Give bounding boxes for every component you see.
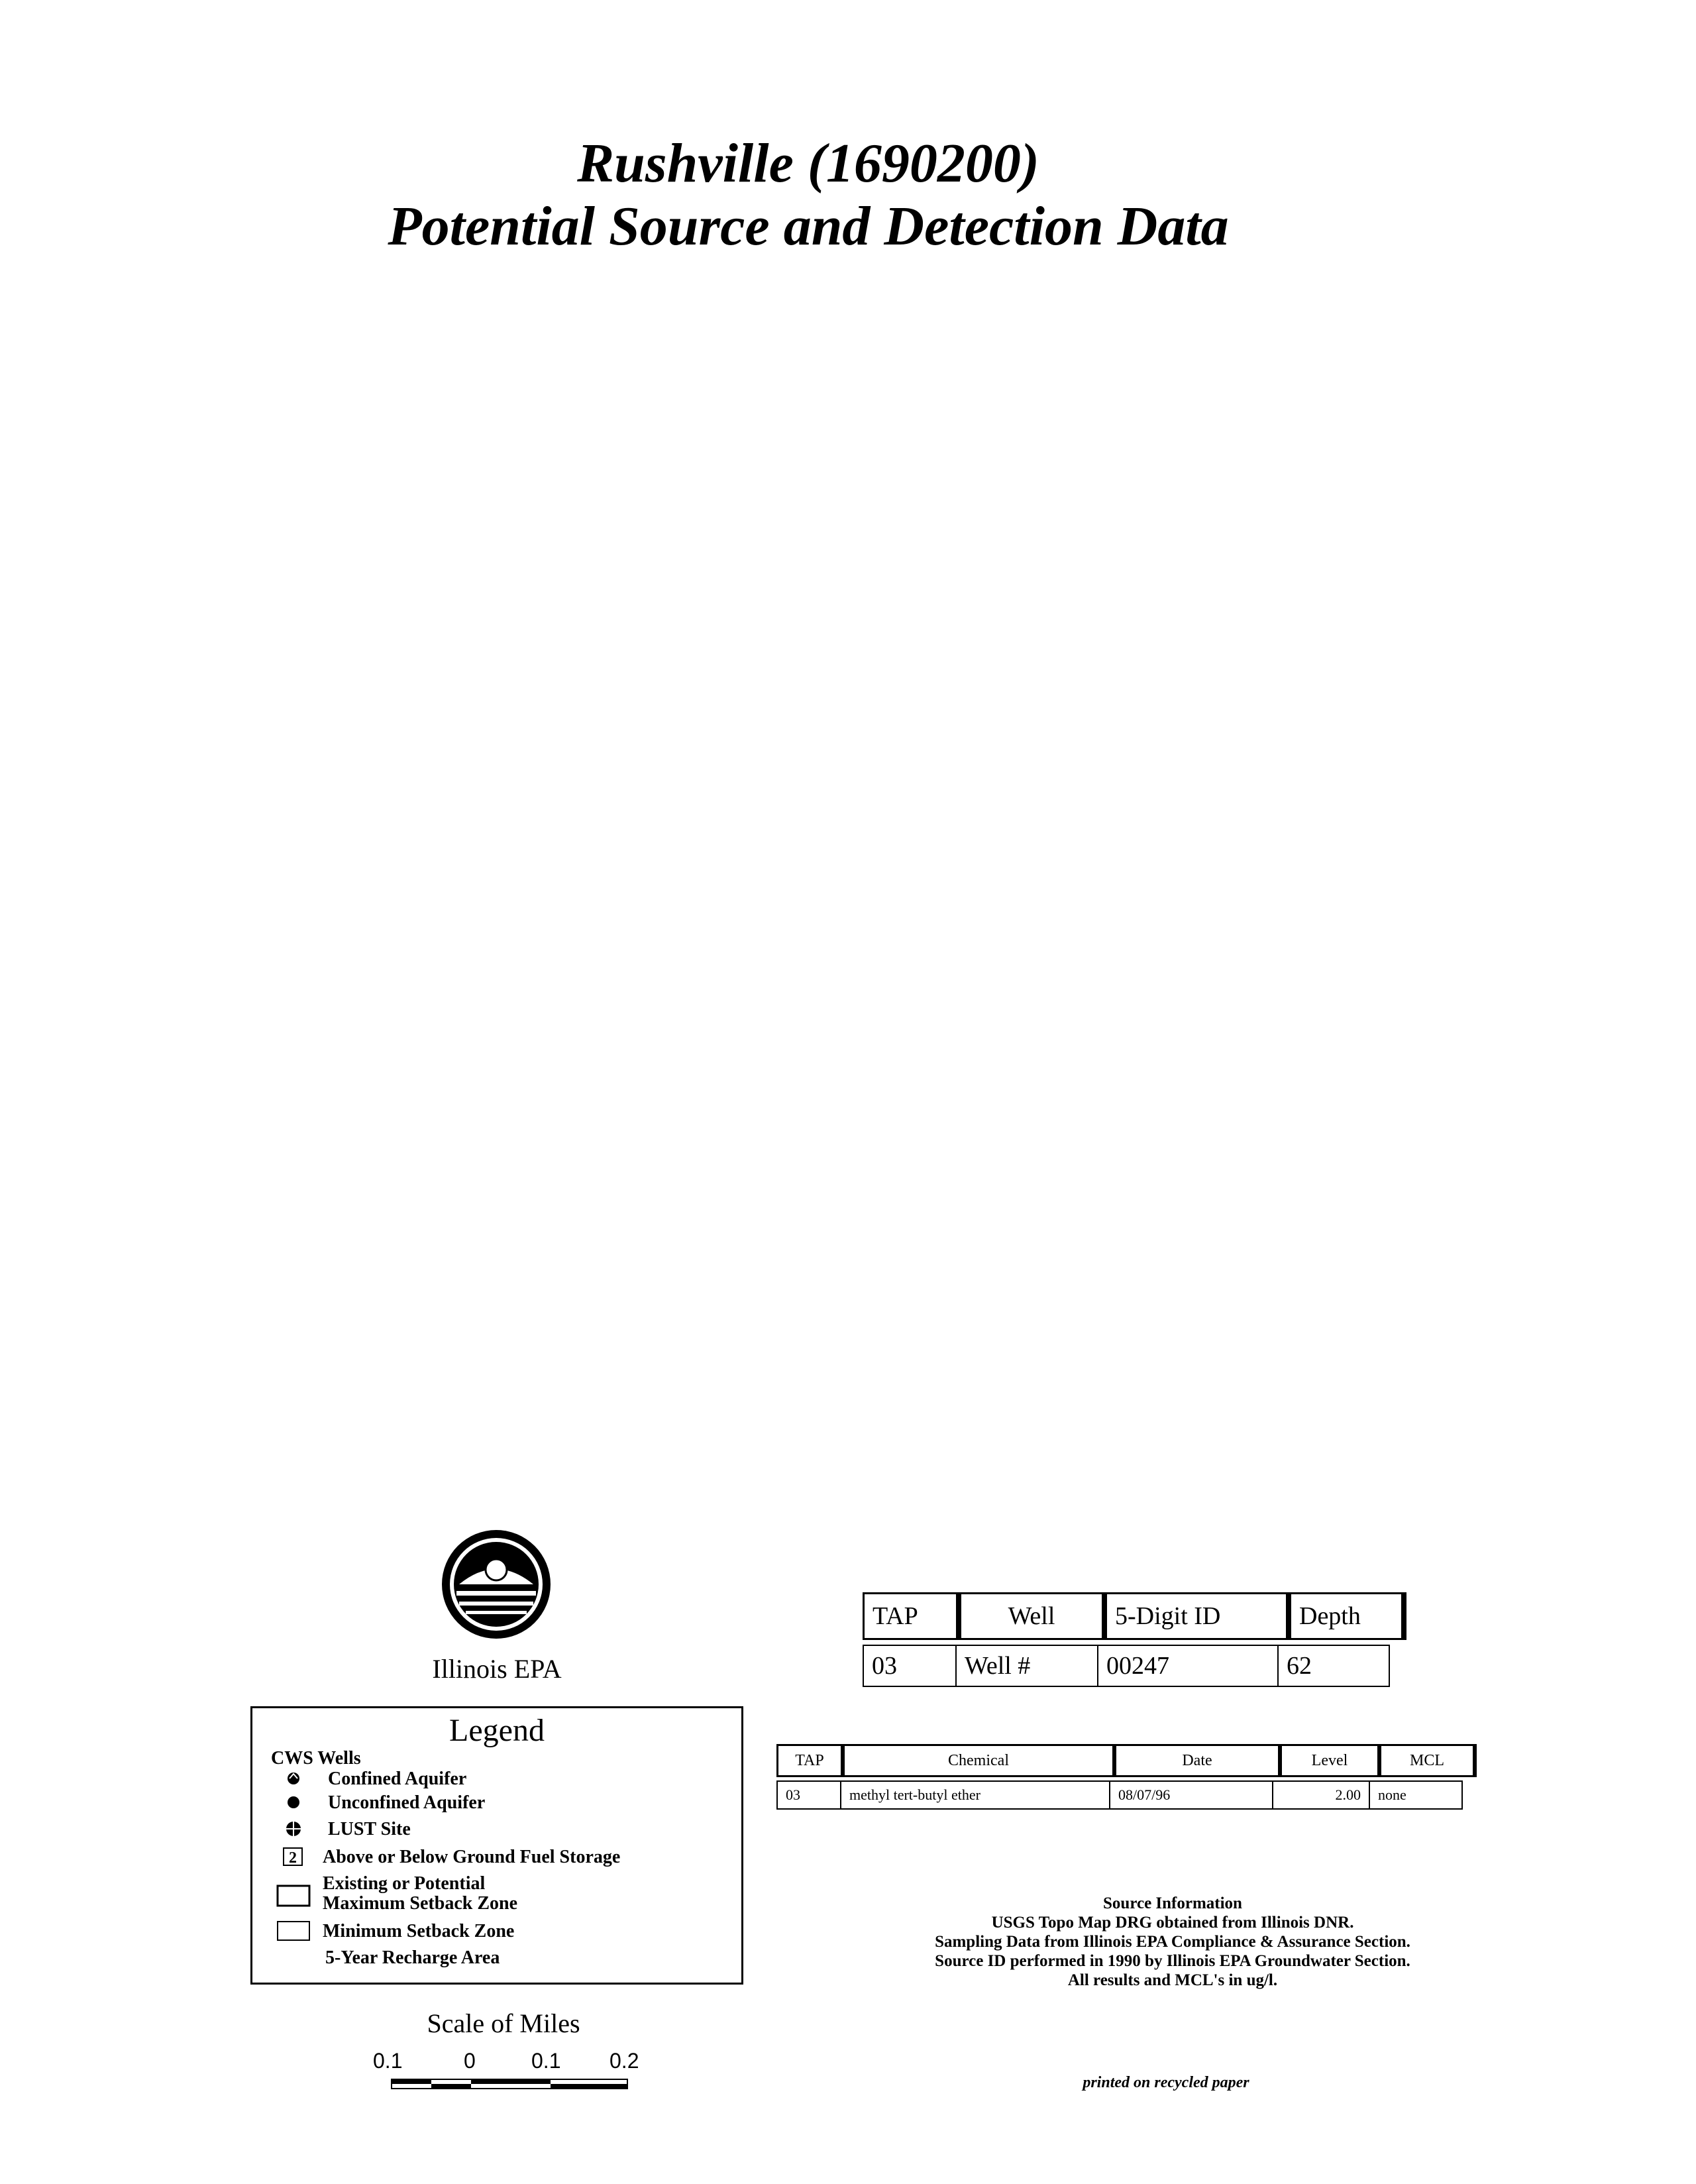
source-line: Sampling Data from Illinois EPA Compliance & Assurance Section. (935, 1933, 1410, 1951)
table-cell: 03 (777, 1781, 841, 1809)
well-col-header: Well (959, 1594, 1104, 1639)
legend-item-min-setback-zone: Minimum Setback Zone (323, 1921, 515, 1941)
legend-item-fuel-storage: Above or Below Ground Fuel Storage (323, 1847, 621, 1867)
agency-name: Illinois EPA (432, 1654, 562, 1684)
table-cell: 62 (1278, 1645, 1389, 1686)
unconfined-aquifer-icon (286, 1794, 301, 1810)
source-line: All results and MCL's in ug/l. (1067, 1971, 1278, 1989)
legend-item-unconfined-aquifer: Unconfined Aquifer (328, 1792, 486, 1813)
scale-title: Scale of Miles (427, 2008, 580, 2038)
detection-col-header: Level (1280, 1745, 1379, 1776)
source-information (841, 1894, 1504, 1990)
source-heading: Source Information (1103, 1894, 1242, 1912)
document-title: Rushville (1690200) (577, 133, 1039, 194)
well-col-header: Depth (1289, 1594, 1404, 1639)
confined-aquifer-icon (286, 1771, 301, 1786)
document-subtitle: Potential Source and Detection Data (388, 195, 1229, 257)
table-cell: 03 (863, 1645, 956, 1686)
well-col-header: TAP (864, 1594, 959, 1639)
detection-col-header: MCL (1379, 1745, 1475, 1776)
detection-col-header: TAP (778, 1745, 843, 1776)
scale-label: 0 (464, 2049, 476, 2073)
source-line: USGS Topo Map DRG obtained from Illinois DNR. (991, 1914, 1354, 1932)
legend-title: Legend (449, 1713, 545, 1748)
scale-label: 0.2 (610, 2049, 639, 2073)
table-cell: methyl tert-butyl ether (841, 1781, 1110, 1809)
well-table-header (863, 1592, 1406, 1640)
detection-col-header: Chemical (843, 1745, 1114, 1776)
table-row (777, 1781, 1462, 1809)
legend-item-lust-site: LUST Site (328, 1819, 411, 1839)
lust-site-icon (284, 1820, 303, 1838)
legend (250, 1706, 743, 1985)
legend-item-recharge-area: 5-Year Recharge Area (325, 1947, 500, 1968)
detection-table (776, 1780, 1463, 1810)
detection-col-header: Date (1114, 1745, 1280, 1776)
fuel-storage-icon (282, 1846, 304, 1867)
legend-item-max-setback-zone-line2: Maximum Setback Zone (323, 1893, 517, 1914)
min-setback-zone-icon (276, 1920, 311, 1941)
table-cell: Well # (956, 1645, 1098, 1686)
scale-label: 0.1 (373, 2049, 403, 2073)
legend-item-confined-aquifer: Confined Aquifer (328, 1769, 467, 1789)
well-col-header: 5-Digit ID (1104, 1594, 1289, 1639)
source-line: Source ID performed in 1990 by Illinois EPA Groundwater Section. (935, 1952, 1410, 1970)
table-cell: 00247 (1098, 1645, 1278, 1686)
recycled-paper-note: printed on recycled paper (1083, 2074, 1249, 2091)
well-table (863, 1645, 1390, 1687)
scale-bar (391, 2078, 629, 2091)
legend-item-max-setback-zone: Existing or Potential (323, 1873, 486, 1894)
scale-label: 0.1 (531, 2049, 561, 2073)
table-cell: 08/07/96 (1110, 1781, 1273, 1809)
svg-text:2: 2 (289, 1849, 297, 1867)
max-setback-zone-icon (276, 1884, 311, 1907)
table-cell: 2.00 (1273, 1781, 1369, 1809)
table-row (863, 1645, 1389, 1686)
detection-table-header (776, 1744, 1477, 1777)
table-cell: none (1369, 1781, 1462, 1809)
legend-group-label: CWS Wells (271, 1748, 361, 1769)
illinois-epa-seal-icon (439, 1527, 553, 1641)
